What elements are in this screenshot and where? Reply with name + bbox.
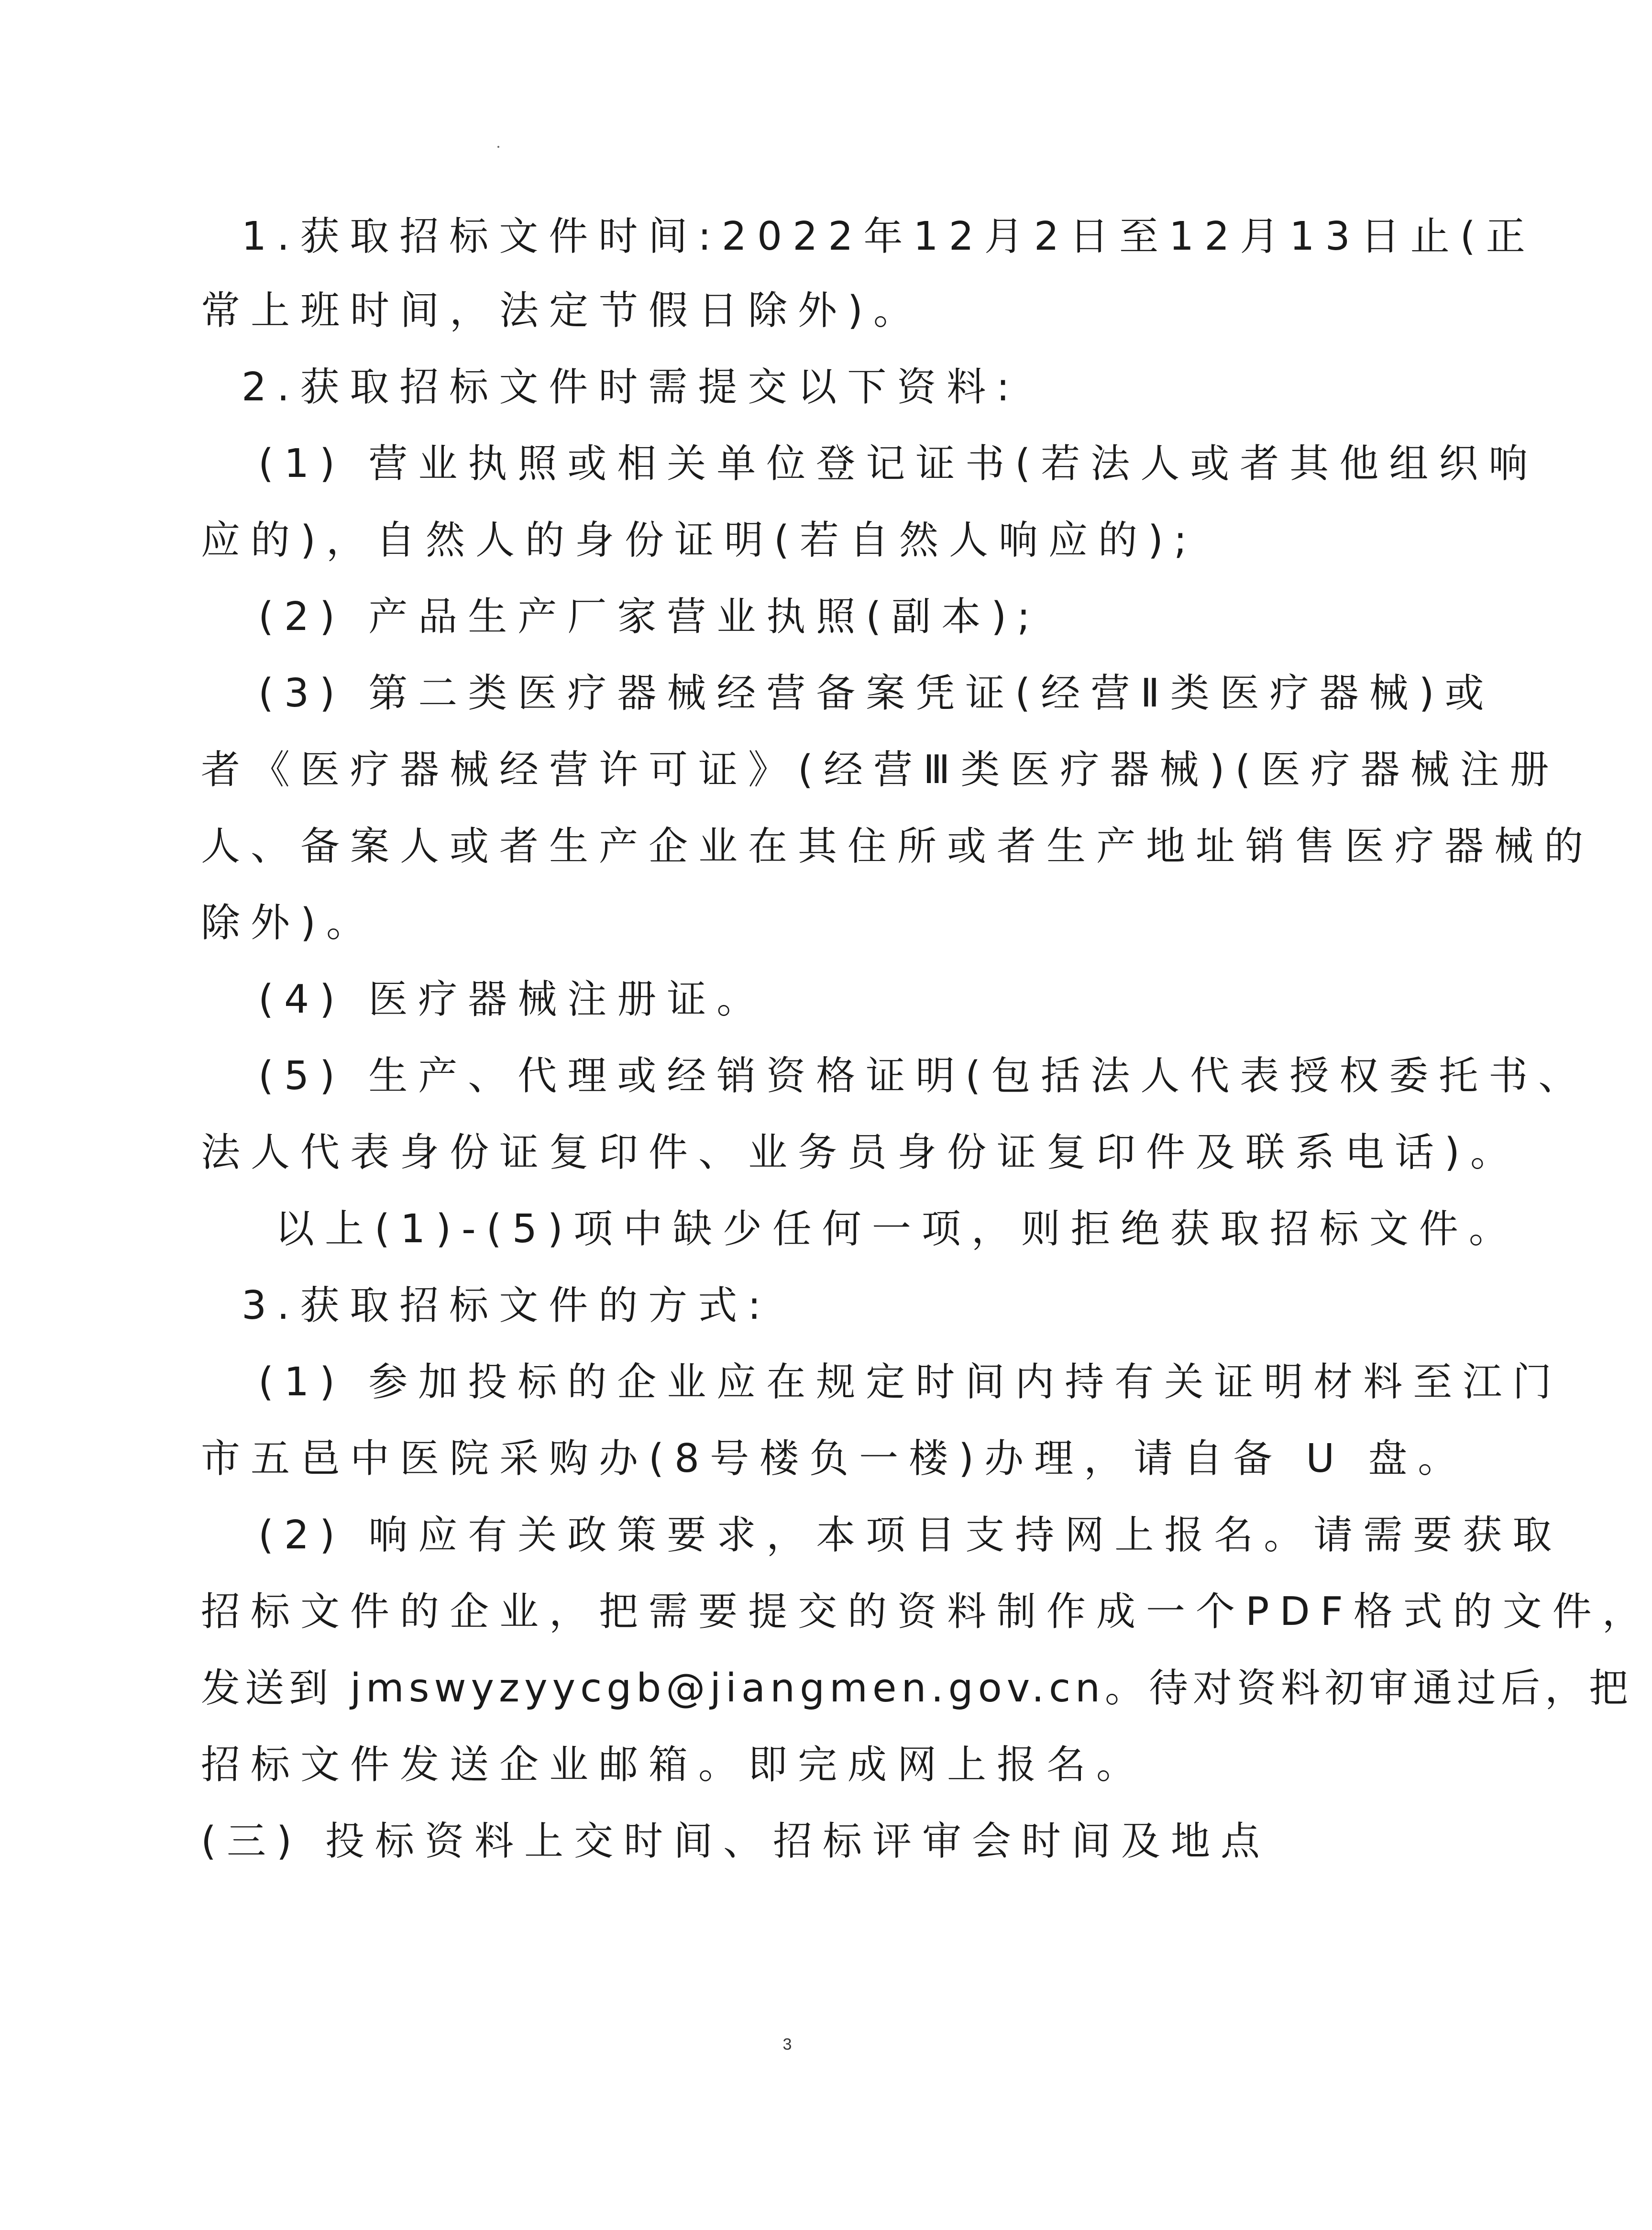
- text-line-13: 法人代表身份证复印件、业务员身份证复印件及联系电话)。: [201, 1130, 1520, 1175]
- scan-speck: [497, 146, 499, 148]
- text-line-11: (4) 医疗器械注册证。: [258, 977, 767, 1022]
- text-line-2: 常上班时间，法定节假日除外)。: [201, 288, 923, 333]
- text-line-15: 3.获取招标文件的方式:: [242, 1283, 771, 1328]
- text-line-9: 人、备案人或者生产企业在其住所或者生产地址销售医疗器械的: [201, 824, 1594, 869]
- text-line-16: (1) 参加投标的企业应在规定时间内持有关证明材料至江门: [258, 1359, 1563, 1405]
- page-number: 3: [782, 2035, 792, 2053]
- section-heading: (三) 投标资料上交时间、招标评审会时间及地点: [201, 1819, 1271, 1864]
- text-line-21: 招标文件发送企业邮箱。即完成网上报名。: [201, 1742, 1146, 1788]
- text-line-12: (5) 生产、代理或经销资格证明(包括法人代表授权委托书、: [258, 1053, 1588, 1099]
- text-line-7: (3) 第二类医疗器械经营备案凭证(经营Ⅱ类医疗器械)或: [258, 671, 1495, 716]
- text-line-4: (1) 营业执照或相关单位登记证书(若法人或者其他组织响: [258, 441, 1539, 486]
- text-line-6: (2) 产品生产厂家营业执照(副本);: [258, 594, 1041, 640]
- text-line-19: 招标文件的企业，把需要提交的资料制作成一个PDF格式的文件，: [201, 1589, 1652, 1634]
- text-line-20: 发送到 jmswyzyycgb@jiangmen.gov.cn。待对资料初审通过后，把: [201, 1666, 1633, 1711]
- text-line-14: 以上(1)-(5)项中缺少任何一项，则拒绝获取招标文件。: [275, 1206, 1519, 1252]
- text-line-8: 者《医疗器械经营许可证》(经营Ⅲ类医疗器械)(医疗器械注册: [201, 747, 1560, 793]
- text-line-17: 市五邑中医院采购办(8号楼负一楼)办理，请自备 U 盘。: [201, 1436, 1468, 1481]
- text-line-3: 2.获取招标文件时需提交以下资料:: [242, 364, 1020, 410]
- text-line-1: 1.获取招标文件时间:2022年12月2日至12月13日止(正: [242, 214, 1536, 259]
- text-line-18: (2) 响应有关政策要求，本项目支持网上报名。请需要获取: [258, 1512, 1563, 1558]
- text-line-10: 除外)。: [201, 900, 376, 946]
- text-line-5: 应的)，自然人的身份证明(若自然人响应的);: [201, 518, 1198, 563]
